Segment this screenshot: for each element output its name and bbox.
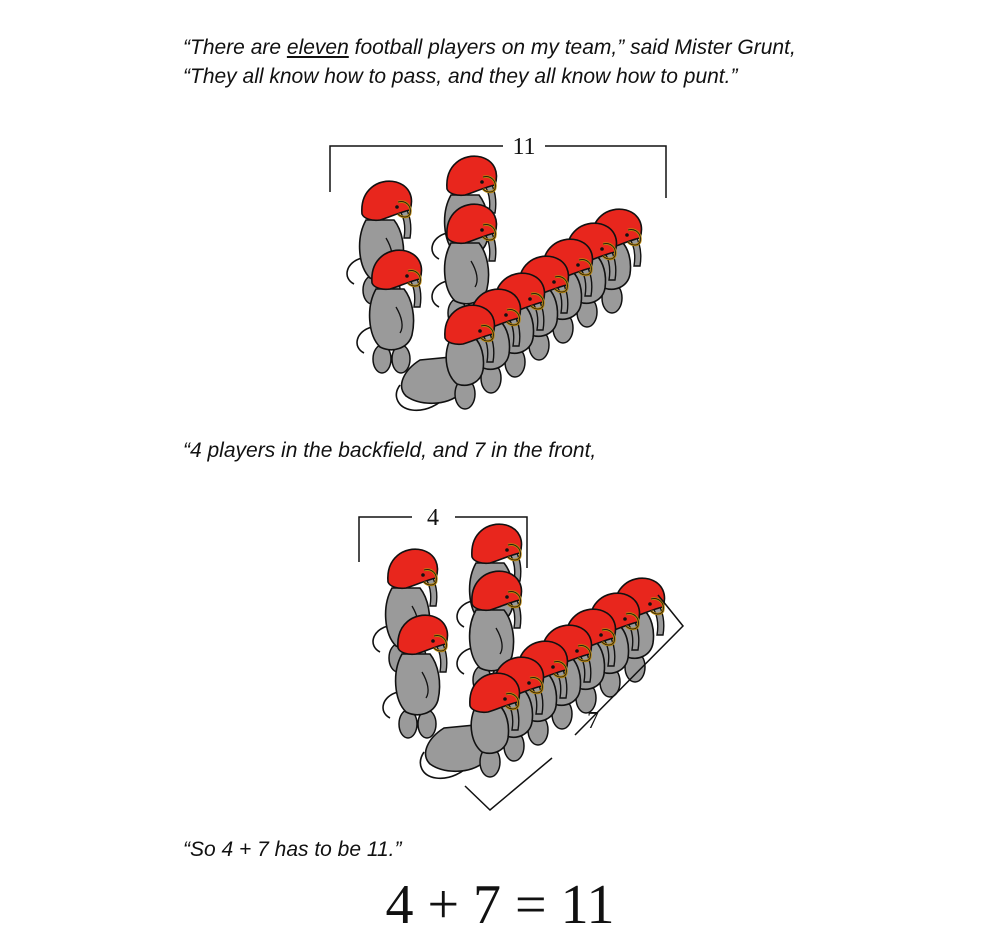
equation-equals-sign: =	[515, 874, 547, 936]
front-line-players	[396, 209, 641, 410]
verse-line-1-pre: There are	[190, 36, 287, 59]
verse-line-3: “4 players in the backfield, and 7 in the front,	[183, 439, 597, 462]
front-line-players	[420, 578, 664, 778]
equation-addend-a: 4	[385, 874, 414, 936]
equation-plus-sign: +	[427, 874, 460, 936]
verse-emphasis-eleven: eleven	[286, 36, 349, 59]
bracket-eleven-label: 11	[512, 134, 536, 160]
figure-eleven-players	[330, 134, 666, 410]
equation	[0, 870, 1000, 940]
verse-line-2: “They all know how to pass, and they all know how to punt.”	[183, 65, 738, 88]
bracket-four-label: 4	[427, 505, 439, 531]
open-quote: “	[183, 36, 190, 59]
bracket-seven-label: 7	[587, 708, 599, 734]
figure-four-and-seven	[359, 505, 683, 810]
verse-line-4: “So 4 + 7 has to be 11.”	[183, 838, 402, 861]
verse-line-1-post: football players on my team,” said Mister Grunt,	[348, 36, 796, 59]
equation-sum: 11	[560, 874, 615, 936]
equation-addend-b: 7	[473, 874, 502, 936]
